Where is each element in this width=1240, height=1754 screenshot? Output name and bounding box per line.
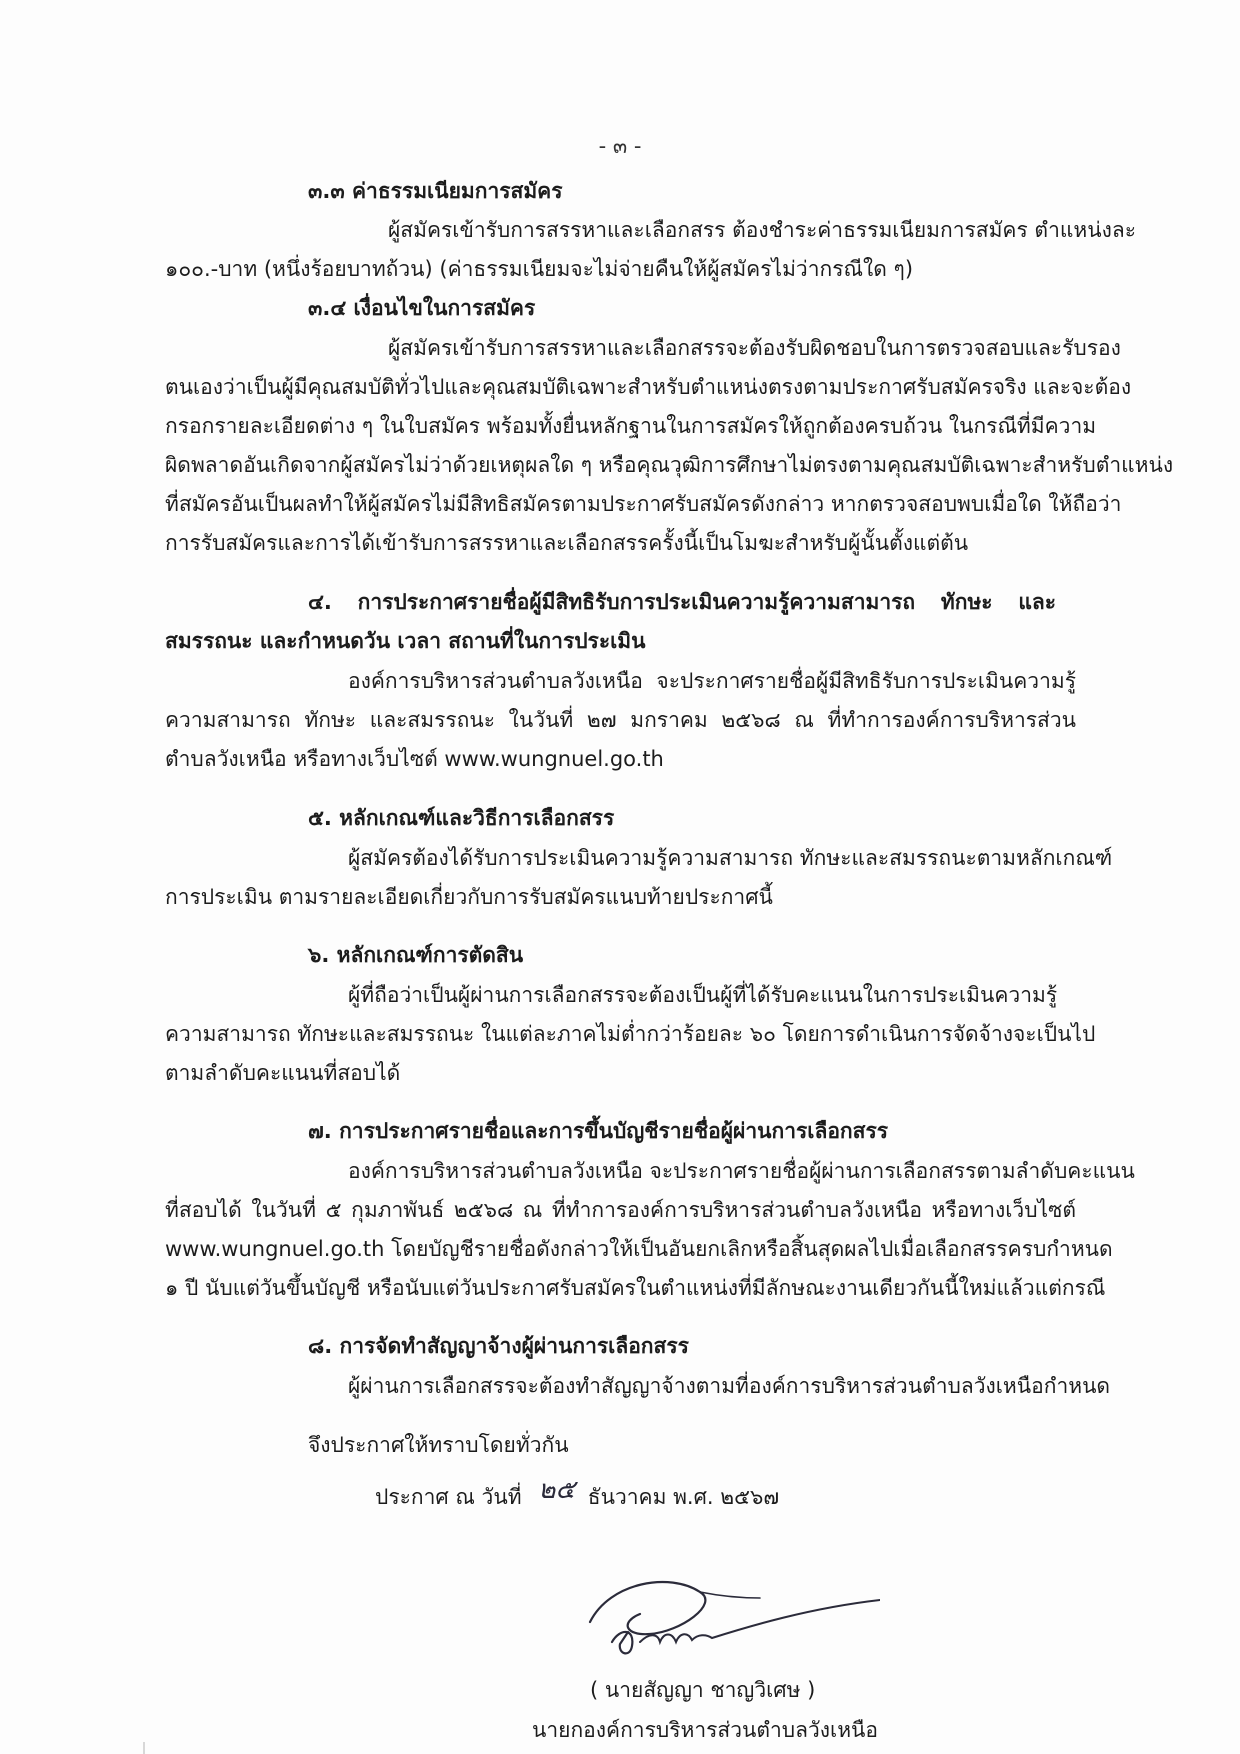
scan-mark <box>143 1742 145 1754</box>
section-heading-conditions: ๓.๔ เงื่อนไขในการสมัคร <box>308 296 536 320</box>
criteria-line-2: การประเมิน ตามรายละเอียดเกี่ยวกับการรับสมัครแนบท้ายประกาศนี้ <box>165 885 773 909</box>
announce-eligible-line-1: องค์การบริหารส่วนตำบลวังเหนือ จะประกาศรายชื่อผู้มีสิทธิรับการประเมินความรู้ <box>348 669 1076 693</box>
announce-eligible-line-2: ความสามารถ ทักษะ และสมรรถนะ ในวันที่ ๒๗ มกราคม ๒๕๖๘ ณ ที่ทำการองค์การบริหารส่วน <box>165 708 1076 732</box>
signer-title: นายกองค์การบริหารส่วนตำบลวังเหนือ <box>532 1718 879 1742</box>
conditions-line-5: ที่สมัครอันเป็นผลทำให้ผู้สมัครไม่มีสิทธิสมัครตามประกาศรับสมัครดังกล่าว หากตรวจสอบพบเมื่อใด ให้ถือว่า <box>165 492 1122 516</box>
page-number: - ๓ - <box>598 134 642 158</box>
conditions-line-4: ผิดพลาดอันเกิดจากผู้สมัครไม่ว่าด้วยเหตุผลใด ๆ หรือคุณวุฒิการศึกษาไม่ตรงตามคุณสมบัติเฉพาะสำหรับตำแหน่ง <box>165 453 1174 477</box>
section-heading-judgement: ๖. หลักเกณฑ์การตัดสิน <box>308 943 524 967</box>
announce-eligible-line-3: ตำบลวังเหนือ หรือทางเว็บไซต์ www.wungnuel.go.th <box>165 747 664 771</box>
criteria-line-1: ผู้สมัครต้องได้รับการประเมินความรู้ความสามารถ ทักษะและสมรรถนะตามหลักเกณฑ์ <box>348 846 1113 870</box>
section-heading-criteria: ๕. หลักเกณฑ์และวิธีการเลือกสรร <box>308 806 615 830</box>
announce-date-prefix: ประกาศ ณ วันที่ <box>375 1485 522 1509</box>
section-heading-fee: ๓.๓ ค่าธรรมเนียมการสมัคร <box>308 179 563 203</box>
announce-passed-line-2: ที่สอบได้ ในวันที่ ๕ กุมภาพันธ์ ๒๕๖๘ ณ ที่ทำการองค์การบริหารส่วนตำบลวังเหนือ หรือทางเว็บไซต์ <box>165 1198 1076 1222</box>
conditions-line-1: ผู้สมัครเข้ารับการสรรหาและเลือกสรรจะต้องรับผิดชอบในการตรวจสอบและรับรอง <box>388 336 1121 360</box>
fee-line-2: ๑๐๐.-บาท (หนึ่งร้อยบาทถ้วน) (ค่าธรรมเนียมจะไม่จ่ายคืนให้ผู้สมัครไม่ว่ากรณีใด ๆ) <box>165 257 914 281</box>
section-heading-contract: ๘. การจัดทำสัญญาจ้างผู้ผ่านการเลือกสรร <box>308 1334 689 1358</box>
announce-passed-line-1: องค์การบริหารส่วนตำบลวังเหนือ จะประกาศรายชื่อผู้ผ่านการเลือกสรรตามลำดับคะแนน <box>348 1159 1135 1183</box>
closing-statement: จึงประกาศให้ทราบโดยทั่วกัน <box>308 1433 569 1457</box>
section-heading-announce-passed: ๗. การประกาศรายชื่อและการขึ้นบัญชีรายชื่อผู้ผ่านการเลือกสรร <box>308 1119 889 1143</box>
signature <box>580 1562 880 1672</box>
fee-line-1: ผู้สมัครเข้ารับการสรรหาและเลือกสรร ต้องชำระค่าธรรมเนียมการสมัคร ตำแหน่งละ <box>388 218 1136 242</box>
conditions-line-3: กรอกรายละเอียดต่าง ๆ ในใบสมัคร พร้อมทั้งยื่นหลักฐานในการสมัครให้ถูกต้องครบถ้วน ในกรณีที่มีความ <box>165 414 1097 438</box>
section-heading-announce-eligible-2: สมรรถนะ และกำหนดวัน เวลา สถานที่ในการประเมิน <box>165 629 646 653</box>
contract-line-1: ผู้ผ่านการเลือกสรรจะต้องทำสัญญาจ้างตามที่องค์การบริหารส่วนตำบลวังเหนือกำหนด <box>348 1374 1111 1398</box>
judgement-line-2: ความสามารถ ทักษะและสมรรถนะ ในแต่ละภาคไม่ต่ำกว่าร้อยละ ๖๐ โดยการดำเนินการจัดจ้างจะเป็นไป <box>165 1022 1096 1046</box>
conditions-line-6: การรับสมัครและการได้เข้ารับการสรรหาและเลือกสรรครั้งนี้เป็นโมฆะสำหรับผู้นั้นตั้งแต่ต้น <box>165 531 969 555</box>
announce-day-handwritten: ๒๕ <box>538 1475 576 1505</box>
judgement-line-3: ตามลำดับคะแนนที่สอบได้ <box>165 1061 401 1085</box>
announce-passed-line-4: ๑ ปี นับแต่วันขึ้นบัญชี หรือนับแต่วันประกาศรับสมัครในตำแหน่งที่มีลักษณะงานเดียวกันนี้ใหม่แล้วแต่กรณี <box>165 1276 1106 1300</box>
judgement-line-1: ผู้ที่ถือว่าเป็นผู้ผ่านการเลือกสรรจะต้องเป็นผู้ที่ได้รับคะแนนในการประเมินความรู้ <box>348 983 1058 1007</box>
signer-name: ( นายสัญญา ชาญวิเศษ ) <box>590 1678 816 1702</box>
announce-passed-line-3: www.wungnuel.go.th โดยบัญชีรายชื่อดังกล่าวให้เป็นอันยกเลิกหรือสิ้นสุดผลไปเมื่อเลือกสรรครบกำหนด <box>165 1237 1113 1261</box>
conditions-line-2: ตนเองว่าเป็นผู้มีคุณสมบัติทั่วไปและคุณสมบัติเฉพาะสำหรับตำแหน่งตรงตามประกาศรับสมัครจริง และจะต้อง <box>165 375 1132 399</box>
section-heading-announce-eligible-1: ๔. การประกาศรายชื่อผู้มีสิทธิรับการประเมินความรู้ความสามารถ ทักษะ และ <box>308 590 1056 614</box>
announce-date-suffix: ธันวาคม พ.ศ. ๒๕๖๗ <box>587 1485 780 1509</box>
announce-date-line <box>375 1475 780 1514</box>
